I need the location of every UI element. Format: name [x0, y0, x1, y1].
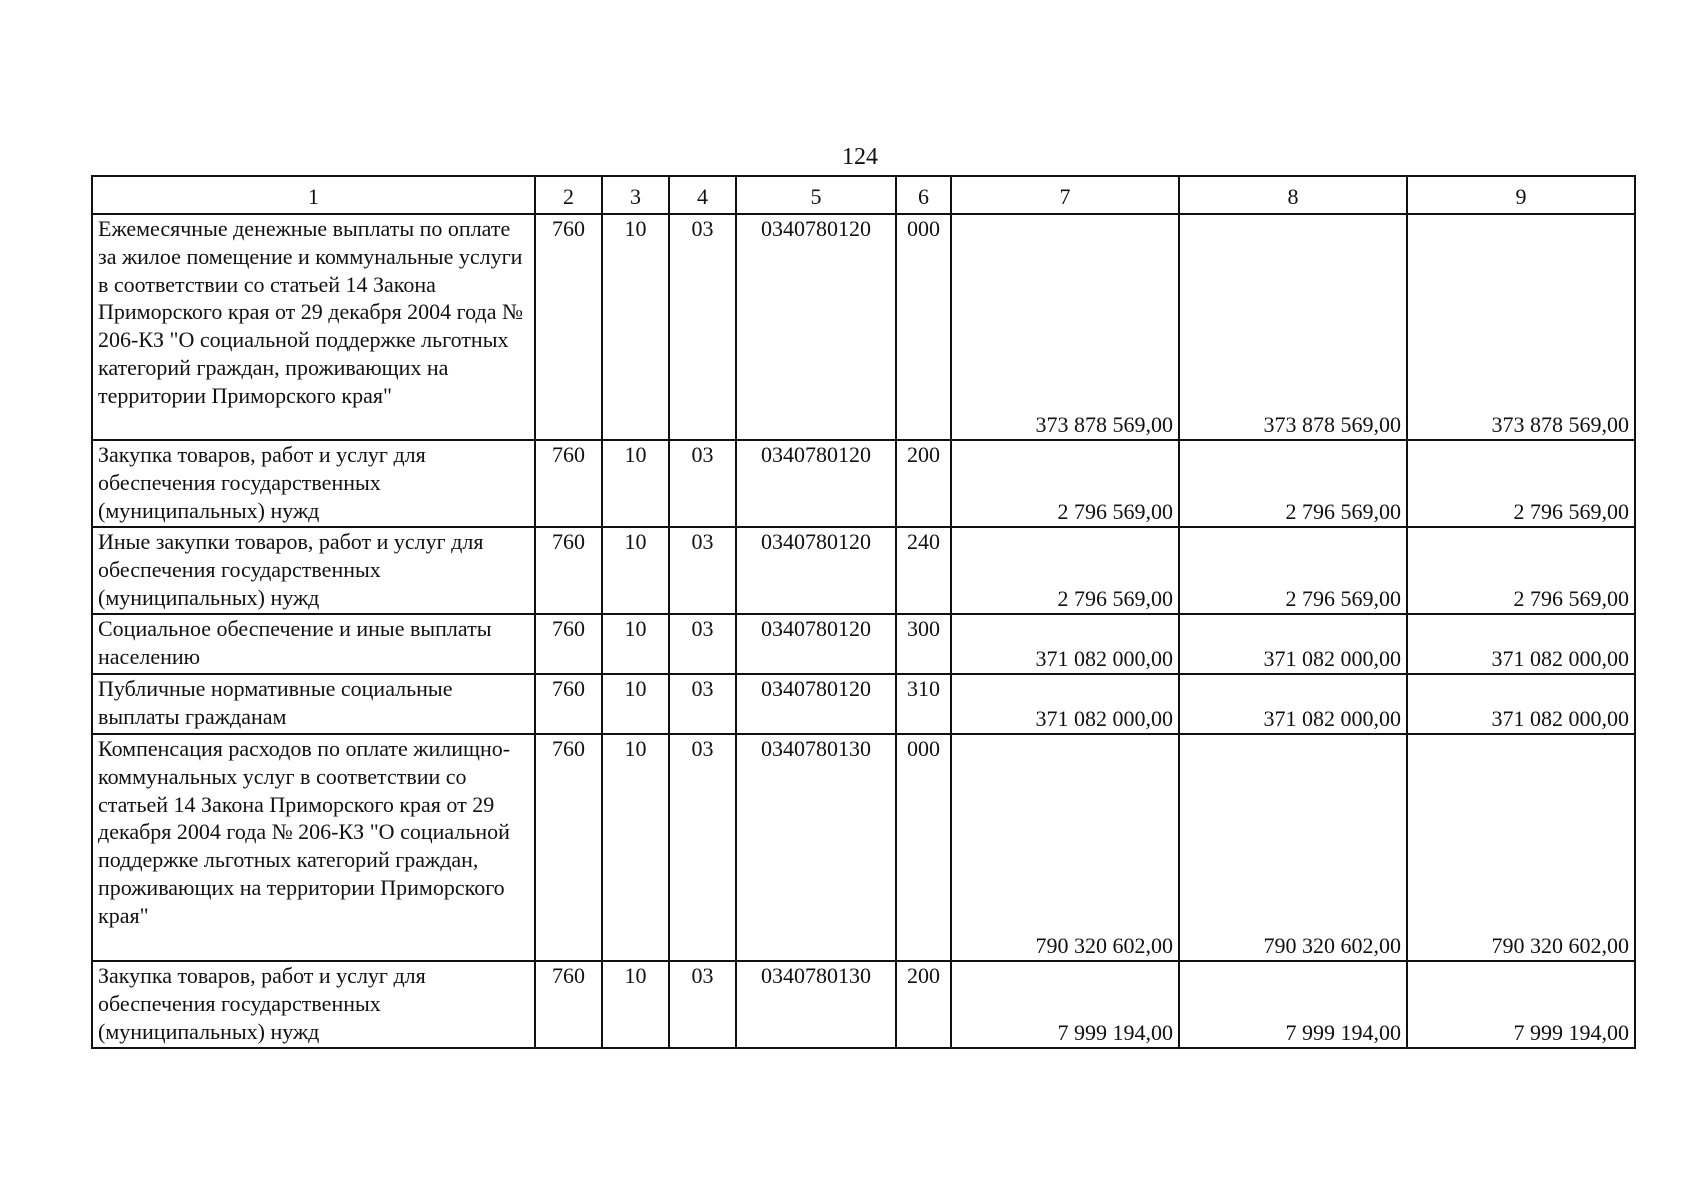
- cell-amount-col7: 371 082 000,00: [951, 614, 1179, 674]
- table-header-row: [92, 176, 1635, 214]
- cell-ministry-code: 760: [535, 961, 602, 1048]
- table-row: [92, 527, 1635, 614]
- table-row: [92, 440, 1635, 527]
- cell-expense-type: 200: [896, 440, 951, 527]
- cell-amount-col7: 7 999 194,00: [951, 961, 1179, 1048]
- cell-target-article: 0340780120: [736, 440, 896, 527]
- budget-table: [91, 175, 1636, 1049]
- cell-section-code: 10: [602, 734, 669, 961]
- cell-amount-col7: 373 878 569,00: [951, 214, 1179, 440]
- row-description: Социальное обеспечение и иные выплаты населению: [92, 614, 535, 674]
- cell-amount-col8: 790 320 602,00: [1179, 734, 1407, 961]
- cell-amount-col7: 371 082 000,00: [951, 674, 1179, 734]
- cell-target-article: 0340780130: [736, 734, 896, 961]
- cell-target-article: 0340780120: [736, 674, 896, 734]
- cell-amount-col7: 2 796 569,00: [951, 527, 1179, 614]
- cell-amount-col8: 371 082 000,00: [1179, 614, 1407, 674]
- row-description: Публичные нормативные социальные выплаты гражданам: [92, 674, 535, 734]
- cell-amount-col9: 2 796 569,00: [1407, 440, 1635, 527]
- cell-expense-type: 300: [896, 614, 951, 674]
- row-description: Ежемесячные денежные выплаты по оплате за жилое помещение и коммунальные услуги в соответствии со статьей 14 Закона Приморского края от 29 декабря 2004 года № 206-КЗ "О социальной поддержке льготных категорий граждан, проживающих на территории Приморского края": [92, 214, 535, 440]
- cell-amount-col9: 371 082 000,00: [1407, 614, 1635, 674]
- row-description: Иные закупки товаров, работ и услуг для обеспечения государственных (муниципальных) нужд: [92, 527, 535, 614]
- cell-expense-type: 310: [896, 674, 951, 734]
- table-row: [92, 674, 1635, 734]
- table-row: [92, 614, 1635, 674]
- column-header: 3: [602, 176, 669, 214]
- cell-expense-type: 240: [896, 527, 951, 614]
- cell-amount-col8: 371 082 000,00: [1179, 674, 1407, 734]
- page-number: 124: [842, 144, 878, 170]
- cell-ministry-code: 760: [535, 674, 602, 734]
- cell-subsection-code: 03: [669, 734, 736, 961]
- column-header: 9: [1407, 176, 1635, 214]
- cell-target-article: 0340780120: [736, 214, 896, 440]
- cell-ministry-code: 760: [535, 527, 602, 614]
- column-header: 5: [736, 176, 896, 214]
- cell-section-code: 10: [602, 674, 669, 734]
- cell-amount-col9: 373 878 569,00: [1407, 214, 1635, 440]
- cell-subsection-code: 03: [669, 214, 736, 440]
- column-header: 6: [896, 176, 951, 214]
- row-description: Закупка товаров, работ и услуг для обеспечения государственных (муниципальных) нужд: [92, 440, 535, 527]
- cell-section-code: 10: [602, 440, 669, 527]
- cell-subsection-code: 03: [669, 961, 736, 1048]
- cell-section-code: 10: [602, 614, 669, 674]
- cell-subsection-code: 03: [669, 440, 736, 527]
- cell-subsection-code: 03: [669, 527, 736, 614]
- cell-expense-type: 000: [896, 214, 951, 440]
- cell-amount-col7: 790 320 602,00: [951, 734, 1179, 961]
- cell-expense-type: 200: [896, 961, 951, 1048]
- column-header: 7: [951, 176, 1179, 214]
- cell-section-code: 10: [602, 527, 669, 614]
- cell-amount-col9: 7 999 194,00: [1407, 961, 1635, 1048]
- cell-amount-col9: 371 082 000,00: [1407, 674, 1635, 734]
- cell-ministry-code: 760: [535, 214, 602, 440]
- cell-amount-col8: 2 796 569,00: [1179, 440, 1407, 527]
- cell-section-code: 10: [602, 214, 669, 440]
- cell-amount-col9: 2 796 569,00: [1407, 527, 1635, 614]
- cell-ministry-code: 760: [535, 614, 602, 674]
- cell-ministry-code: 760: [535, 734, 602, 961]
- column-header: 4: [669, 176, 736, 214]
- row-description: Компенсация расходов по оплате жилищно-коммунальных услуг в соответствии со статьей 14 Закона Приморского края от 29 декабря 2004 года № 206-КЗ "О социальной поддержке льготных категорий граждан, проживающих на территории Приморского края": [92, 734, 535, 961]
- column-header: 1: [92, 176, 535, 214]
- row-description: Закупка товаров, работ и услуг для обеспечения государственных (муниципальных) нужд: [92, 961, 535, 1048]
- cell-ministry-code: 760: [535, 440, 602, 527]
- cell-section-code: 10: [602, 961, 669, 1048]
- cell-expense-type: 000: [896, 734, 951, 961]
- cell-amount-col8: 373 878 569,00: [1179, 214, 1407, 440]
- column-header: 2: [535, 176, 602, 214]
- cell-target-article: 0340780130: [736, 961, 896, 1048]
- table-row: [92, 734, 1635, 961]
- column-header: 8: [1179, 176, 1407, 214]
- cell-amount-col8: 2 796 569,00: [1179, 527, 1407, 614]
- cell-target-article: 0340780120: [736, 614, 896, 674]
- cell-subsection-code: 03: [669, 674, 736, 734]
- table-row: [92, 961, 1635, 1048]
- cell-target-article: 0340780120: [736, 527, 896, 614]
- table-row: [92, 214, 1635, 440]
- cell-amount-col8: 7 999 194,00: [1179, 961, 1407, 1048]
- cell-amount-col7: 2 796 569,00: [951, 440, 1179, 527]
- cell-subsection-code: 03: [669, 614, 736, 674]
- cell-amount-col9: 790 320 602,00: [1407, 734, 1635, 961]
